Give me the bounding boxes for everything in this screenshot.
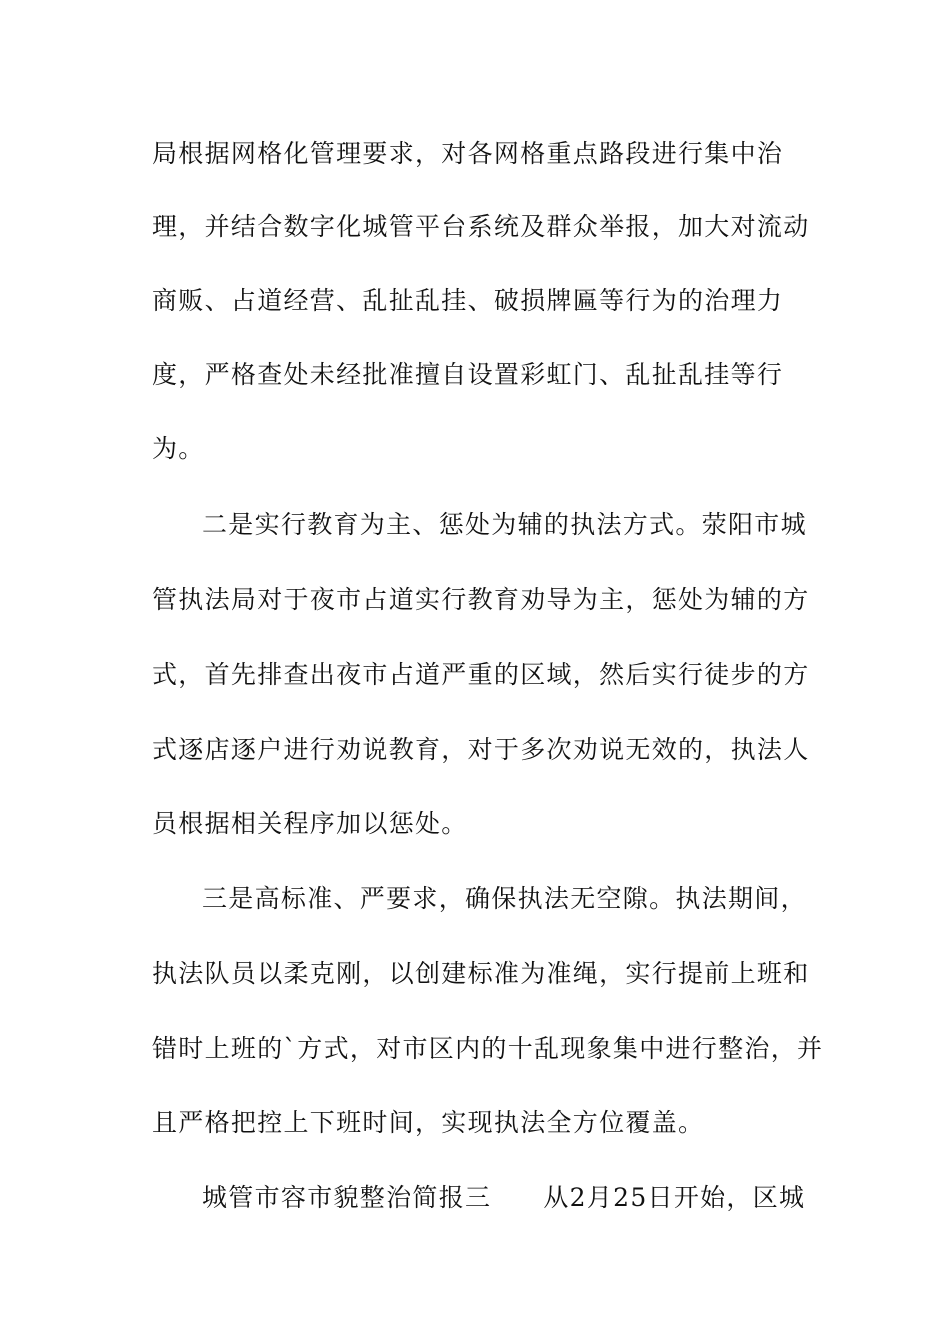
paragraph-line: 错时上班的`方式，对市区内的十乱现象集中进行整治，并 [152,1034,824,1063]
paragraph-line: 三是高标准、严要求，确保执法无空隙。执法期间， [202,884,807,913]
paragraph-line: 二是实行教育为主、惩处为辅的执法方式。荥阳市城 [202,510,807,539]
paragraph-line: 员根据相关程序加以惩处。 [152,809,468,838]
paragraph-line: 执法队员以柔克刚，以创建标准为准绳，实行提前上班和 [152,959,810,988]
paragraph-line: 式，首先排查出夜市占道严重的区域，然后实行徒步的方 [152,660,810,689]
paragraph-line: 理，并结合数字化城管平台系统及群众举报，加大对流动 [152,212,810,241]
paragraph-line: 为。 [152,434,205,463]
bulletin-title: 城管市容市貌整治简报三 [202,1183,492,1212]
paragraph-line: 式逐店逐户进行劝说教育，对于多次劝说无效的，执法人 [152,735,810,764]
paragraph-line: 度，严格查处未经批准擅自设置彩虹门、乱扯乱挂等行 [152,360,784,389]
paragraph-line: 管执法局对于夜市占道实行教育劝导为主，惩处为辅的方 [152,585,810,614]
paragraph-line: 商贩、占道经营、乱扯乱挂、破损牌匾等行为的治理力 [152,286,784,315]
bulletin-heading-line [202,1178,812,1218]
bulletin-text: 从2月25日开始，区城 [543,1183,806,1212]
paragraph-line: 局根据网格化管理要求，对各网格重点路段进行集中治 [152,139,784,168]
paragraph-line: 且严格把控上下班时间，实现执法全方位覆盖。 [152,1108,705,1137]
